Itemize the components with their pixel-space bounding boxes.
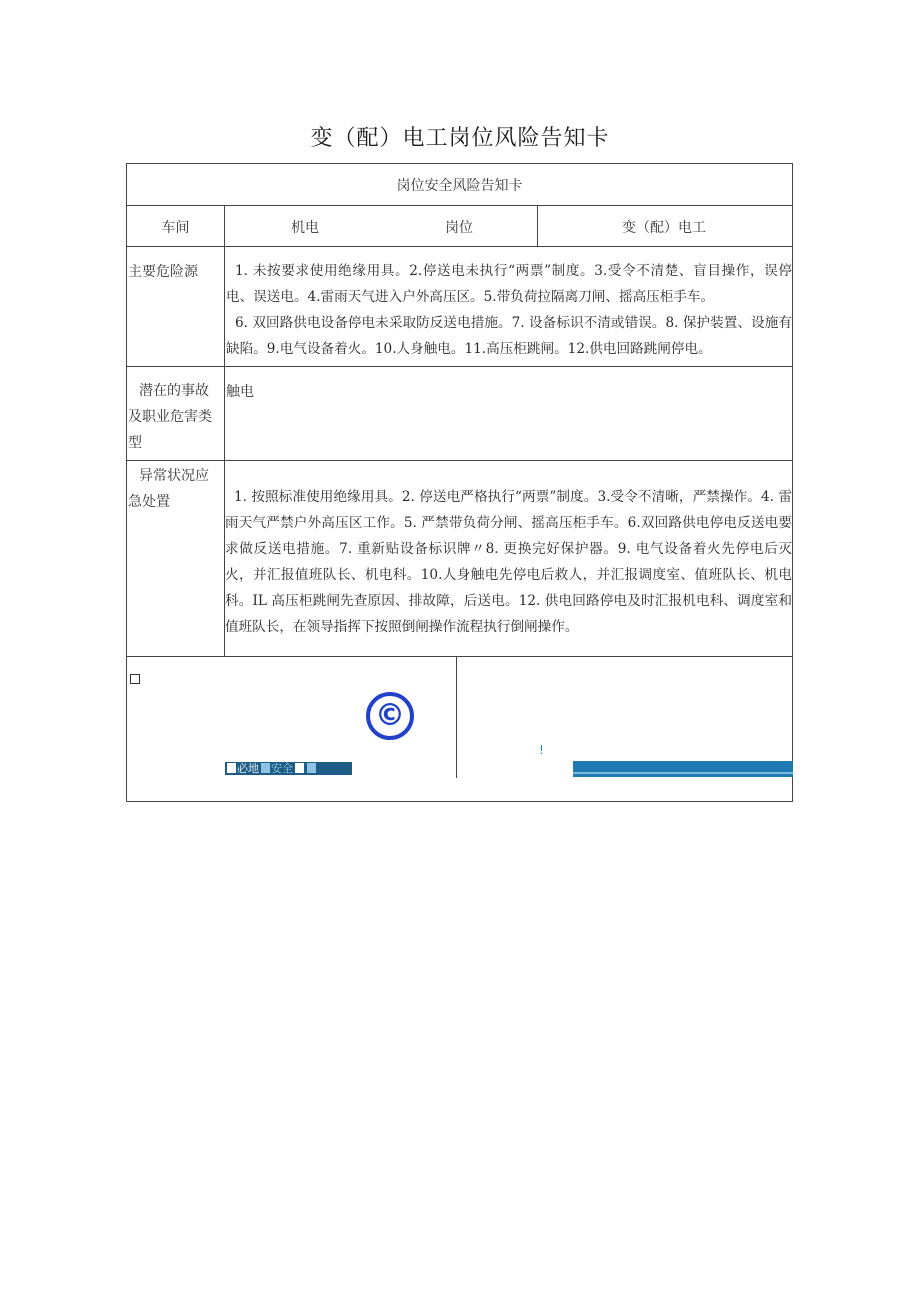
risk-notice-card [126,163,793,802]
divider-post-value [537,205,538,246]
workshop-value: 机电 [291,220,319,236]
emergency-paragraph: 1. 按照标准使用绝缘用具。2. 停送电严格执行“两票”制度。3.受令不清晰，严禁操作。4. 雷雨天气严禁户外高压区工作。5. 严禁带负荷分闸、摇高压柜手车。6.双回路供电停电反送电要求做反送电措施。7. 重新贴设备标识牌〃8. 更换完好保护器。9. 电气设备着火先停电后灭火，并汇报值班队长、机电科。10.人身触电先停电后救人，并汇报调度室、值班队长、机电科。IL 高压柜跳闸先查原因、排故障，后送电。12. 供电回路停电及时汇报机电科、调度室和值班队长，在领导指挥下按照倒闸操作流程执行倒闸操作。 [225,489,792,635]
copyright-icon: © [366,692,414,740]
card-header: 岗位安全风险告知卡 [396,178,523,194]
post-label: 岗位 [445,220,473,236]
emergency-label: 异常状况应急处置 [128,468,209,510]
accident-value: 触电 [226,384,254,400]
divider-hazards [127,366,792,367]
accident-label: 潜在的事故及职业危害类型 [128,383,212,451]
warning-sign-band [573,772,793,774]
hazards-paragraph-2: 6. 双回路供电设备停电未采取防反送电措施。7. 设备标识不清或错误。8. 保护装置、设施有缺陷。9.电气设备着火。10.人身触电。11.高压柜跳闸。12.供电回路跳闸停电。 [226,315,792,357]
hazards-text [226,258,792,362]
square-icon [227,763,236,773]
square-icon [307,763,316,773]
post-value: 变（配）电工 [622,220,706,236]
divider-header [127,205,792,206]
divider-row1 [127,246,792,247]
square-icon [295,763,304,773]
mandate-word-2: 安全 [271,762,293,775]
mandate-word-1: 必地 [237,762,259,775]
square-icon [261,763,270,773]
warning-sign-bar [573,761,793,777]
mandatory-safety-sign-bar [225,762,352,775]
hazards-paragraph-1: 1. 未按要求使用绝缘用具。2.停送电未执行“两票”制度。3.受令不清楚、盲目操作，误停电、误送电。4.雷雨天气进入户外高压区。5.带负荷拉隔离刀闸、摇高压柜手车。 [226,263,792,305]
checkbox-icon [130,674,140,684]
divider-accident [127,460,792,461]
divider-sign-area [456,656,457,778]
hazards-label: 主要危险源 [128,264,198,280]
page-title: 变（配）电工岗位风险告知卡 [310,126,610,151]
workshop-label: 车间 [161,220,190,236]
exclamation-mark: ! [539,743,544,757]
emergency-text [225,484,792,640]
divider-emergency [127,656,792,657]
